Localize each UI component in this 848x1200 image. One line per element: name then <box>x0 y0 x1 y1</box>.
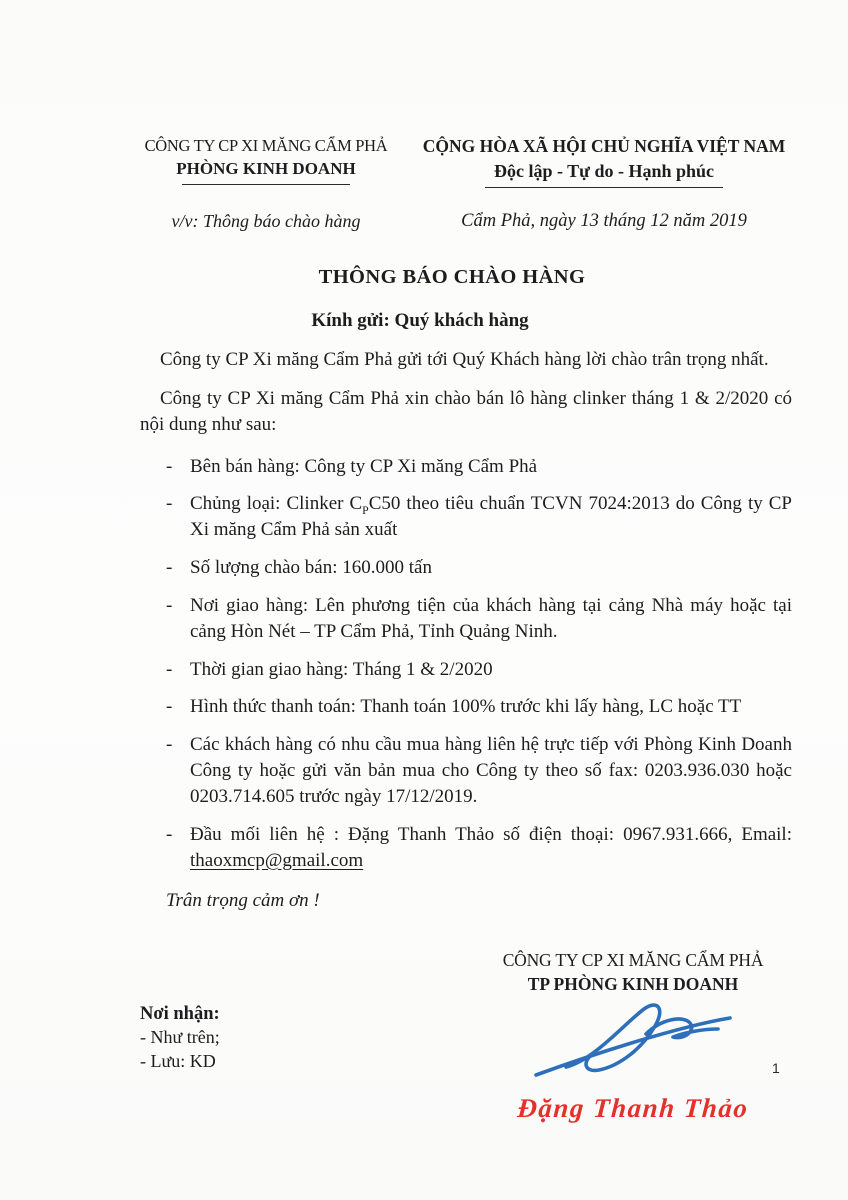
signature-block <box>458 950 808 1124</box>
list-item-delivery-time <box>140 657 792 683</box>
offer-lead-paragraph: Công ty CP Xi măng Cẩm Phả xin chào bán lô hàng clinker tháng 1 & 2/2020 có nội dung như sau: <box>140 388 792 436</box>
list-marker: - <box>166 493 173 515</box>
recipients-label: Nơi nhận: <box>140 1004 220 1025</box>
national-motto: Độc lập - Tự do - Hạnh phúc <box>493 161 715 181</box>
list-item-text: Thời gian giao hàng: Tháng 1 & 2/2020 <box>190 658 493 680</box>
list-item-text: Chủng loại: Clinker $C_PC50$ theo tiêu chuẩn TCVN 7024:2013 do Công ty CP Xi măng Cẩm Phả sản xuất <box>190 493 792 541</box>
list-marker: - <box>166 696 173 718</box>
contact-email: thaoxmcp@gmail.com <box>190 849 364 871</box>
list-item-text: Hình thức thanh toán: Thanh toán 100% trước khi lấy hàng, LC hoặc TT <box>190 696 742 718</box>
list-marker: - <box>166 823 173 845</box>
list-item-quantity <box>140 555 792 581</box>
letterhead-right <box>416 136 792 232</box>
list-marker: - <box>166 594 173 616</box>
letterhead <box>140 136 792 232</box>
list-item-contact-instructions <box>140 732 792 809</box>
list-marker: - <box>166 455 173 477</box>
list-item-contact-person <box>140 822 792 874</box>
page-number: 1 <box>772 1060 780 1076</box>
document-content <box>140 136 792 1124</box>
republic-heading: CỘNG HÒA XÃ HỘI CHỦ NGHĨA VIỆT NAM <box>422 136 786 156</box>
recipient-item: - Lưu: KD <box>140 1050 216 1071</box>
intro-paragraph: Công ty CP Xi măng Cẩm Phả gửi tới Quý Khách hàng lời chào trân trọng nhất. <box>160 349 769 370</box>
bottom-row <box>140 950 792 1124</box>
salutation: Kính gửi: Quý khách hàng <box>311 310 529 331</box>
list-item-delivery-place <box>140 593 792 645</box>
handwritten-signature <box>526 999 741 1087</box>
list-item-text: Nơi giao hàng: Lên phương tiện của khách hàng tại cảng Nhà máy hoặc tại cảng Hòn Nét – TP Cẩm Phả, Tỉnh Quảng Ninh. <box>190 594 792 642</box>
department-name: PHÒNG KINH DOANH <box>176 159 356 178</box>
document-title: THÔNG BÁO CHÀO HÀNG <box>318 266 586 288</box>
subject-line: v/v: Thông báo chào hàng <box>171 211 361 231</box>
offer-list <box>140 454 792 874</box>
list-item-payment <box>140 694 792 720</box>
motto-underline <box>485 187 723 188</box>
recipient-item: - Như trên; <box>140 1027 220 1048</box>
recipients-block <box>140 1002 220 1073</box>
signer-name-stamp: Đặng Thanh Thảo <box>516 1093 750 1124</box>
list-marker: - <box>166 557 173 579</box>
closing-line: Trân trọng cảm ơn ! <box>166 890 320 912</box>
list-item-text: Số lượng chào bán: 160.000 tấn <box>190 557 432 579</box>
subscript-p: P <box>362 504 369 518</box>
signature-title: TP PHÒNG KINH DOANH <box>527 974 739 995</box>
list-item-text: Bên bán hàng: Công ty CP Xi măng Cẩm Phả <box>190 455 538 477</box>
list-marker: - <box>166 734 173 756</box>
list-item-text: Các khách hàng có nhu cầu mua hàng liên hệ trực tiếp với Phòng Kinh Doanh Công ty hoặc gửi văn bản mua cho Công ty theo số fax: 0203.936.030 hoặc 0203.714.605 trước ngày 17/12/2019. <box>190 734 792 807</box>
list-marker: - <box>166 658 173 680</box>
list-item-seller <box>140 454 792 480</box>
company-name: CÔNG TY CP XI MĂNG CẨM PHẢ <box>144 136 388 155</box>
letterhead-left <box>140 136 392 232</box>
list-item-product-type <box>140 491 792 543</box>
department-underline <box>182 184 350 185</box>
list-item-text: Đầu mối liên hệ : Đặng Thanh Thảo số điện thoại: 0967.931.666, Email: thaoxmcp@gmail.com <box>190 823 792 871</box>
signature-company: CÔNG TY CP XI MĂNG CẨM PHẢ <box>502 950 764 971</box>
dateline: Cẩm Phả, ngày 13 tháng 12 năm 2019 <box>461 211 747 231</box>
